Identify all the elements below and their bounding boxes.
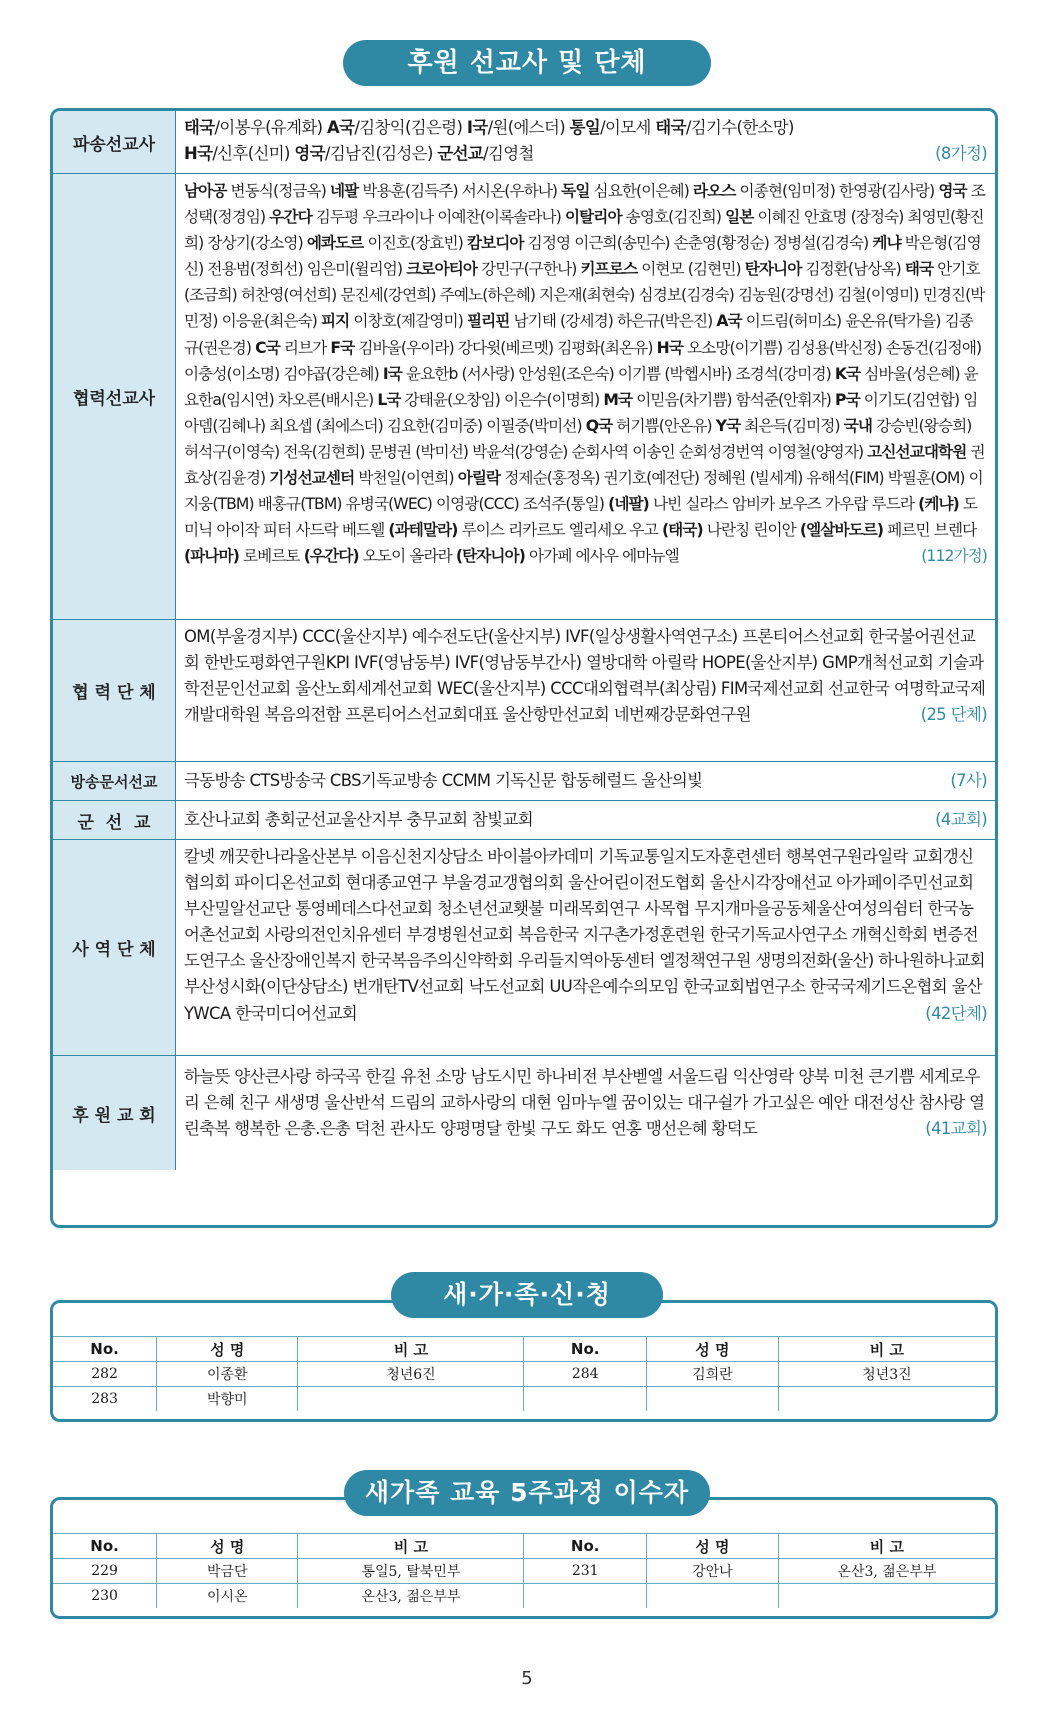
header-no: No. xyxy=(524,1337,646,1362)
header-note: 비 고 xyxy=(298,1534,524,1559)
section-total: (42단체) xyxy=(925,1003,987,1023)
header-name: 성 명 xyxy=(646,1534,778,1559)
cell: 282 xyxy=(53,1362,157,1387)
section-names: 칼넷 깨끗한나라울산본부 이음신천지상담소 바이블아카데미 기독교통일지도자훈련센터 행복연구원라일락 교회갱신협의회 파이디온선교회 현대종교연구 부울경교갱협의회 울산어린이전도협회 울산시각장애선교 아가페이주민선교회 부산밀알선교단 통영베데스다선교회 청소년선교횃불 미래목회연구 사목협 무지개마을공동체울산여성의쉼터 한국농어촌선교회 사랑의전인치유센터 부경병원선교회 복음한국 지구촌가정훈련원 한국기독교사연구소 개혁신학회 변증전도연구소 울산장애인복지 한국복음주의신약학회 우리들지역아동센터 엘정책연구원 생명의전화(울산) 하나원하나교회 부산성시화(이단상담소) 번개탄TV선교회 낙도선교회 UU작은예수의모임 한국교회법연구소 한국국제기드온협회 울산YWCA 한국미디어선교회 xyxy=(184,847,985,1023)
section-label: 방송문서선교 xyxy=(53,762,176,800)
section-total: (25 단체) xyxy=(920,705,987,725)
section-label: 군 선 교 xyxy=(53,801,176,839)
section-row xyxy=(53,111,995,174)
header-no: No. xyxy=(53,1534,157,1559)
section-names: 극동방송 CTS방송국 CBS기독교방송 CCMM 기독신문 합동헤럴드 울산의빛 xyxy=(184,771,703,790)
header-no: No. xyxy=(53,1337,157,1362)
section-row xyxy=(53,801,995,840)
cell xyxy=(778,1387,995,1412)
section-content xyxy=(176,801,995,839)
table-row xyxy=(53,1584,995,1609)
section-total: (41교회) xyxy=(925,1119,987,1139)
section-label: 협력선교사 xyxy=(53,174,176,619)
section-total: (112가정) xyxy=(921,547,987,566)
header-note: 비 고 xyxy=(298,1337,524,1362)
table-header-row xyxy=(53,1337,995,1362)
cell xyxy=(646,1584,778,1609)
cell: 이시온 xyxy=(157,1584,298,1609)
header-no: No. xyxy=(524,1534,646,1559)
header-name: 성 명 xyxy=(646,1337,778,1362)
section-label: 후 원 교 회 xyxy=(53,1056,176,1170)
section-row xyxy=(53,620,995,762)
section-total: (7사) xyxy=(950,771,987,790)
section-content xyxy=(176,174,995,619)
section-content xyxy=(176,762,995,800)
section-total: (8가정) xyxy=(935,144,987,164)
new-family-table xyxy=(53,1336,995,1411)
header-name: 성 명 xyxy=(157,1337,298,1362)
section-label: 파송선교사 xyxy=(53,111,176,173)
cell xyxy=(778,1584,995,1609)
cell: 이종환 xyxy=(157,1362,298,1387)
new-family-box xyxy=(50,1300,998,1422)
section-names: 태국/이봉우(유계화) A국/김창익(김은령) I국/원(에스더) 통일/이모세 태국/김기수(한소망) H국/신후(신미) 영국/김남진(김성은) 군선교/김영철 xyxy=(184,118,794,164)
cell: 청년6진 xyxy=(298,1362,524,1387)
table-row xyxy=(53,1387,995,1412)
cell: 청년3진 xyxy=(778,1362,995,1387)
table-row xyxy=(53,1559,995,1584)
section-row xyxy=(53,174,995,620)
section-row xyxy=(53,1056,995,1170)
education-table xyxy=(53,1533,995,1608)
cell: 229 xyxy=(53,1559,157,1584)
new-family-title: 새·가·족·신·청 xyxy=(391,1272,663,1318)
section-content xyxy=(176,840,995,1055)
header-note: 비 고 xyxy=(778,1337,995,1362)
cell: 통일5, 탈북민부 xyxy=(298,1559,524,1584)
section-label: 협 력 단 체 xyxy=(53,620,176,761)
cell: 온산3, 젊은부부 xyxy=(298,1584,524,1609)
section-total: (4교회) xyxy=(935,810,987,829)
section-row xyxy=(53,762,995,801)
cell: 김희란 xyxy=(646,1362,778,1387)
header-note: 비 고 xyxy=(778,1534,995,1559)
section-content xyxy=(176,620,995,761)
section-label: 사 역 단 체 xyxy=(53,840,176,1055)
cell: 284 xyxy=(524,1362,646,1387)
cell: 박향미 xyxy=(157,1387,298,1412)
page-number: 5 xyxy=(521,1668,533,1689)
cell: 283 xyxy=(53,1387,157,1412)
cell: 박금단 xyxy=(157,1559,298,1584)
section-names: 하늘뜻 양산큰사랑 하국곡 한길 유천 소망 남도시민 하나비전 부산벧엘 서울드림 익산영락 양북 미천 큰기쁨 세계로우리 은혜 친구 새생명 울산반석 드림의 교하사랑의 대현 임마누엘 꿈이있는 대구쉴가 가고싶은 예안 대전성산 참사랑 열린축복 행복한 은총.은총 덕천 관사도 양평명달 한빛 구도 화도 연홍 맹선은혜 황덕도 xyxy=(184,1067,985,1139)
header-name: 성 명 xyxy=(157,1534,298,1559)
cell: 강안나 xyxy=(646,1559,778,1584)
cell: 230 xyxy=(53,1584,157,1609)
cell: 231 xyxy=(524,1559,646,1584)
sponsor-table xyxy=(50,108,998,1228)
education-title: 새가족 교육 5주과정 이수자 xyxy=(344,1470,710,1516)
section-row xyxy=(53,840,995,1056)
cell xyxy=(298,1387,524,1412)
cell xyxy=(646,1387,778,1412)
page-title: 후원 선교사 및 단체 xyxy=(343,40,711,86)
section-names: OM(부울경지부) CCC(울산지부) 예수전도단(울산지부) IVF(일상생활사역연구소) 프론티어스선교회 한국불어권선교회 한반도평화연구원KPI IVF(영남동부) IVF(영남동부간사) 열방대학 아릴락 HOPE(울산지부) GMP개척선교회 기술과학전문인선교회 울산노회세계선교회 WEC(울산지부) CCC대외협력부(최상림) FIM국제선교회 선교한국 여명학교국제개발대학원 복음의전함 프론티어스선교회대표 울산항만선교회 네번째강문화연구원 xyxy=(184,627,986,725)
section-names: 호산나교회 총회군선교울산지부 충무교회 참빛교회 xyxy=(184,810,533,829)
table-row xyxy=(53,1362,995,1387)
cell xyxy=(524,1387,646,1412)
section-content xyxy=(176,111,995,173)
table-header-row xyxy=(53,1534,995,1559)
section-names: 남아공 변동식(정금옥) 네팔 박용훈(김득주) 서시온(우하나) 독일 심요한(이은혜) 라오스 이종현(임미정) 한영광(김사랑) 영국 조성택(정경임) 우간다 김두평 우크라이나 이예찬(이록솔라나) 이탈리아 송영호(김진희) 일본 이혜진 안효명 (장정숙) 최영민(황진희) 장상기(강소영) 에콰도르 이진호(장효빈) 캄보디아 김정영 이근희(송민수) 손춘영(황정순) 정병설(김경숙) 케냐 박은형(김영신) 전용범(정희선) 임은미(윌리엄) 크로아티아 강민구(구한나) 키프로스 이현모 (김현민) 탄자니아 김정환(남상옥) 태국 안기호(조금희) 허찬영(여선희) 문진세(강연희) 주예노(하은혜) 지은재(최현숙) 심경보(김경숙) 김농원(강명선) 김철(이영미) 민경진(박민정) 이응윤(최은숙) 피지 이창호(제갈영미) 필리핀 남기태 (강세경) 하은규(박은진) A국 이드림(허미소) 윤온유(탁가을) 김종규(권은경) C국 리브가 F국 김바울(우이라) 강다윗(베르멧) 김평화(최온유) H국 오소망(이기쁨) 김성용(박신정) 손동건(김정애) 이충성(이소명) 김야곱(강은혜) I국 윤요한b (서사랑) 안성원(조은숙) 이기쁨 (박헵시바) 조경석(강미경) K국 심바울(성은혜) 윤요한a(임시연) 차오른(배시은) L국 강태윤(오창임) 이은수(이명희) M국 이믿음(차기쁨) 함석준(안휘자) P국 이기도(김연합) 임아뎀(김혜나) 최요셉 (최에스더) 김요한(김미중) 이필중(박미선) Q국 허기쁨(안온유) Y국 최은득(김미정) 국내 강승빈(왕승희) 허석구(이영숙) 전욱(김현희) 문병권 (박미선) 박윤석(강영순) 순회사역 이송인 순회성경번역 이영철(양영자) 고신선교대학원 권효상(김윤경) 기성선교센터 박천일(이연희) 아릴락 정제순(홍정옥) 권기호(예전단) 정혜원 (빌세계) 유해석(FIM) 박필훈(OM) 이지웅(TBM) 배홍규(TBM) 유병국(WEC) 이영광(CCC) 조석주(통일) (네팔) 나빈 실라스 암비카 보우즈 가우랍 루드라 (케냐) 도미닉 아이작 피터 사드락 베드웰 (과테말라) 루이스 리카르도 엘리세오 우고 (태국) 나란칭 린이안 (엘살바도르) 페르민 브렌다 (파나마) 로베르토 (우간다) 오도이 올라라 (탄자니아) 아가페 에사우 에마뉴엘 xyxy=(184,182,985,566)
section-content xyxy=(176,1056,995,1170)
cell: 온산3, 젊은부부 xyxy=(778,1559,995,1584)
cell xyxy=(524,1584,646,1609)
